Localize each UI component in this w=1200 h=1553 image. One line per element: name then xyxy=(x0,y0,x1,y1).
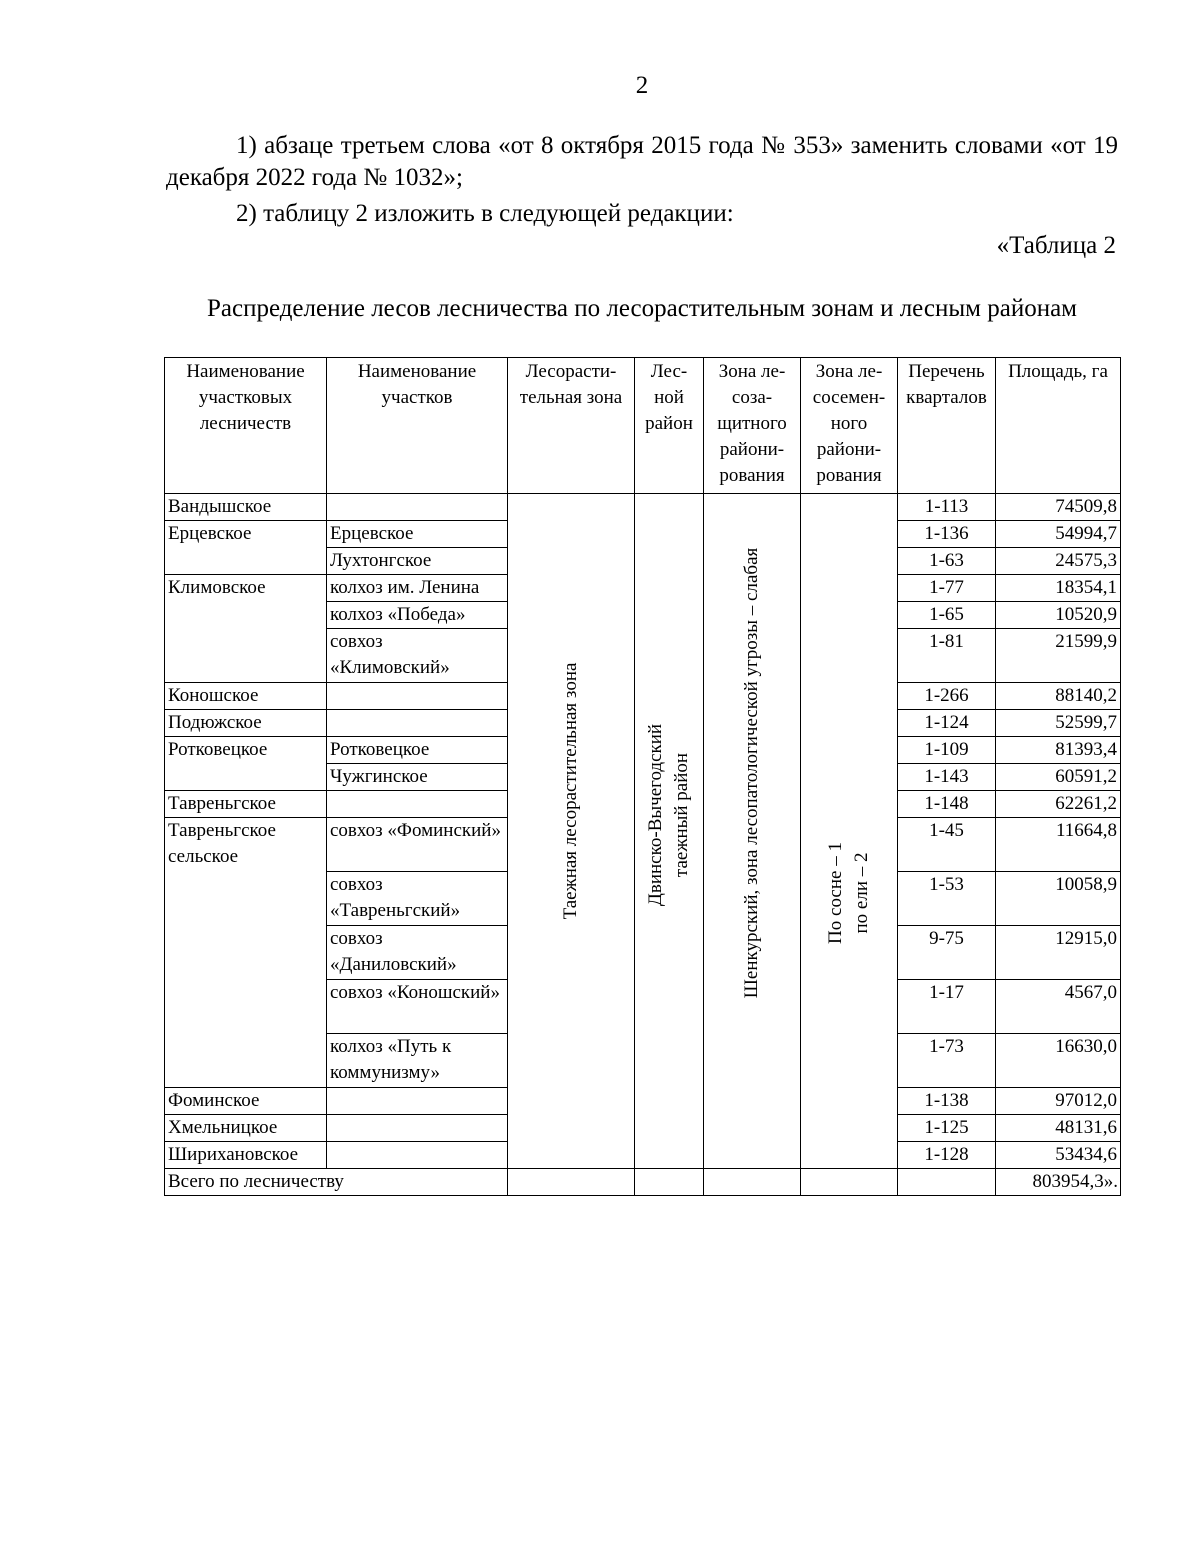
forest-region-text xyxy=(643,724,695,906)
cell-forestry: Тавреньгское сельское xyxy=(165,818,327,1088)
cell-area: 48131,6 xyxy=(996,1115,1121,1142)
header-protection-zone: Зона ле-соза-щитного райони-рования xyxy=(704,358,801,494)
cell-area: 62261,2 xyxy=(996,791,1121,818)
cell-quarters: 1-136 xyxy=(898,521,996,548)
table-label: «Таблица 2 xyxy=(996,232,1116,259)
forest-region-line-1: Двинско-Вычегодский xyxy=(645,723,666,907)
cell-area: 24575,3 xyxy=(996,548,1121,575)
cell-quarters: 1-109 xyxy=(898,737,996,764)
total-area: 803954,3». xyxy=(996,1169,1121,1196)
cell-plot: колхоз «Путь к коммунизму» xyxy=(327,1034,508,1088)
seed-zone-line-2: по ели – 2 xyxy=(851,852,872,934)
cell-plot: Ротковецкое xyxy=(327,737,508,764)
protection-zone-text: Шенкурский, зона лесопатологической угрозы – слабая xyxy=(741,547,762,999)
cell-plot xyxy=(327,1088,508,1115)
cell-quarters: 1-45 xyxy=(898,818,996,872)
cell-plot xyxy=(327,1142,508,1169)
cell-area: 10520,9 xyxy=(996,602,1121,629)
cell-quarters: 1-124 xyxy=(898,710,996,737)
cell-quarters: 1-125 xyxy=(898,1115,996,1142)
total-empty-cell xyxy=(508,1169,635,1196)
cell-plot xyxy=(327,791,508,818)
cell-area: 21599,9 xyxy=(996,629,1121,683)
header-forest-region: Лес-ной район xyxy=(635,358,704,494)
cell-plot: совхоз «Тавреньгский» xyxy=(327,872,508,926)
cell-quarters: 1-148 xyxy=(898,791,996,818)
cell-plot: Лухтонгское xyxy=(327,548,508,575)
cell-area: 97012,0 xyxy=(996,1088,1121,1115)
total-empty-cell xyxy=(704,1169,801,1196)
cell-forestry: Шириханoвское xyxy=(165,1142,327,1169)
cell-plot: Ерцевское xyxy=(327,521,508,548)
total-empty-cell xyxy=(635,1169,704,1196)
header-area: Площадь, га xyxy=(996,358,1121,494)
cell-quarters: 1-113 xyxy=(898,494,996,521)
total-empty-cell xyxy=(801,1169,898,1196)
cell-plot: колхоз «Победа» xyxy=(327,602,508,629)
forest-region-line-2: таежный район xyxy=(671,752,692,878)
cell-area: 18354,1 xyxy=(996,575,1121,602)
cell-forestry: Ротковецкое xyxy=(165,737,327,791)
cell-forestry: Ерцевское xyxy=(165,521,327,575)
table-header-row xyxy=(165,358,1121,494)
cell-plot xyxy=(327,1115,508,1142)
cell-forestry: Коношское xyxy=(165,683,327,710)
cell-plot xyxy=(327,683,508,710)
cell-area: 4567,0 xyxy=(996,980,1121,1034)
merged-forest-zone xyxy=(508,494,635,1169)
cell-area: 53434,6 xyxy=(996,1142,1121,1169)
table-title: Распределение лесов лесничества по лесорастительным зонам и лесным районам xyxy=(206,295,1078,322)
header-forest-zone: Лесорасти-тельная зона xyxy=(508,358,635,494)
cell-plot: совхоз «Климовский» xyxy=(327,629,508,683)
cell-quarters: 1-143 xyxy=(898,764,996,791)
cell-quarters: 1-77 xyxy=(898,575,996,602)
header-forestry: Наименование участковых лесничеств xyxy=(165,358,327,494)
cell-area: 88140,2 xyxy=(996,683,1121,710)
cell-area: 11664,8 xyxy=(996,818,1121,872)
cell-quarters: 1-17 xyxy=(898,980,996,1034)
total-empty-cell xyxy=(898,1169,996,1196)
cell-forestry: Тавреньгское xyxy=(165,791,327,818)
cell-area: 16630,0 xyxy=(996,1034,1121,1088)
header-plots: Наименование участков xyxy=(327,358,508,494)
cell-quarters: 1-63 xyxy=(898,548,996,575)
header-quarters: Перечень кварталов xyxy=(898,358,996,494)
cell-quarters: 1-53 xyxy=(898,872,996,926)
cell-forestry: Вандышское xyxy=(165,494,327,521)
cell-plot: совхоз «Даниловский» xyxy=(327,926,508,980)
forest-distribution-table xyxy=(164,357,1121,1196)
cell-quarters: 1-128 xyxy=(898,1142,996,1169)
seed-zone-line-1: По сосне – 1 xyxy=(825,842,846,944)
cell-area: 54994,7 xyxy=(996,521,1121,548)
cell-quarters: 1-138 xyxy=(898,1088,996,1115)
merged-forest-region xyxy=(635,494,704,1169)
cell-area: 12915,0 xyxy=(996,926,1121,980)
seed-zone-text xyxy=(823,842,875,944)
cell-area: 52599,7 xyxy=(996,710,1121,737)
cell-area: 74509,8 xyxy=(996,494,1121,521)
cell-area: 60591,2 xyxy=(996,764,1121,791)
table-row xyxy=(165,494,1121,521)
paragraph-1: 1) абзаце третьем слова «от 8 октября 2015 года № 353» заменить словами «от 19 декабря 2022 года № 1032»; xyxy=(166,132,1118,191)
table-total-row xyxy=(165,1169,1121,1196)
cell-plot: совхоз «Фоминский» xyxy=(327,818,508,872)
cell-area: 81393,4 xyxy=(996,737,1121,764)
cell-quarters: 1-266 xyxy=(898,683,996,710)
cell-quarters: 1-65 xyxy=(898,602,996,629)
cell-plot: Чужгинское xyxy=(327,764,508,791)
cell-forestry: Подюжское xyxy=(165,710,327,737)
header-seed-zone: Зона ле-сосемен-ного райони-рования xyxy=(801,358,898,494)
merged-protection-zone xyxy=(704,494,801,1169)
merged-seed-zone xyxy=(801,494,898,1169)
cell-plot: совхоз «Коношский» xyxy=(327,980,508,1034)
cell-plot: колхоз им. Ленина xyxy=(327,575,508,602)
cell-plot xyxy=(327,494,508,521)
cell-plot xyxy=(327,710,508,737)
cell-forestry: Фоминское xyxy=(165,1088,327,1115)
cell-forestry: Хмельницкое xyxy=(165,1115,327,1142)
cell-quarters: 9-75 xyxy=(898,926,996,980)
cell-forestry: Климовское xyxy=(165,575,327,683)
cell-quarters: 1-73 xyxy=(898,1034,996,1088)
paragraph-2: 2) таблицу 2 изложить в следующей редакции: xyxy=(236,200,734,227)
cell-quarters: 1-81 xyxy=(898,629,996,683)
page-number: 2 xyxy=(635,72,649,99)
cell-area: 10058,9 xyxy=(996,872,1121,926)
forest-zone-text: Таежная лесорастительная зона xyxy=(560,662,581,920)
total-label: Всего по лесничеству xyxy=(165,1169,508,1196)
